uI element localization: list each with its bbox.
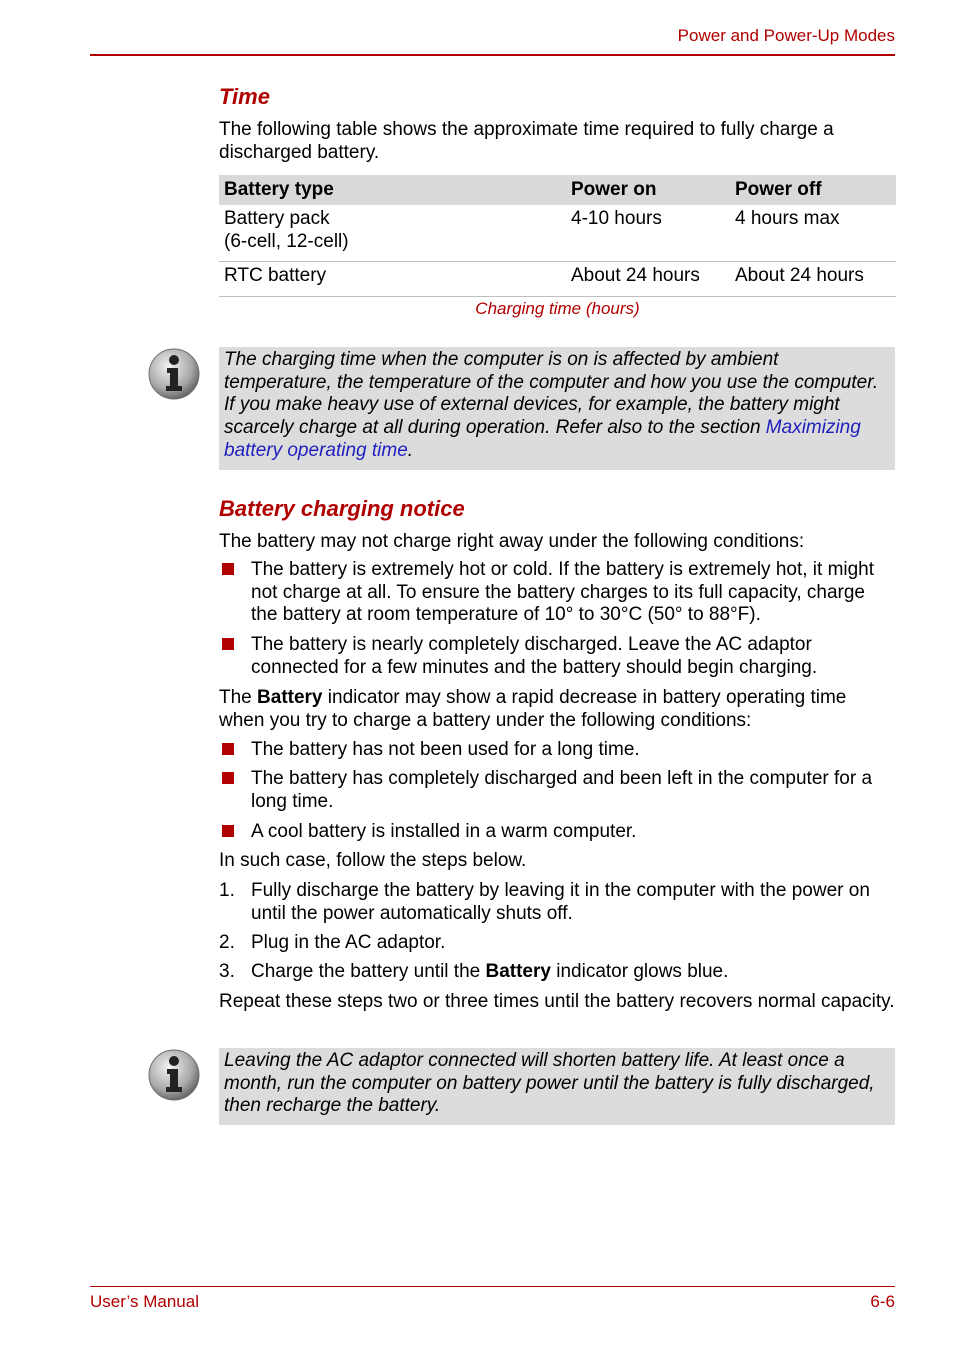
info-icon: [147, 1048, 201, 1102]
note-text-end: .: [407, 439, 414, 461]
list-item: [219, 634, 895, 679]
bullet-square-icon: [222, 638, 234, 650]
battery-bold: Battery: [257, 687, 323, 708]
table-header-row: [219, 175, 896, 205]
maximizing-battery-link[interactable]: Maximizing battery operating time: [224, 417, 861, 461]
header-rule: [90, 54, 895, 56]
note-text: Leaving the AC adaptor connected will shorten battery life. At least once a month, run the computer on battery power until the battery is fully discharged, then recharge the battery.: [224, 1050, 875, 1117]
para-text: indicator may show a rapid decrease in battery operating time when you try to charge a battery under the following conditions:: [219, 687, 847, 731]
table-cell: 4 hours max: [730, 205, 896, 262]
table-cell: About 24 hours: [566, 262, 730, 297]
list-item: [219, 768, 895, 813]
bullet-square-icon: [222, 563, 234, 575]
list-item: [219, 559, 895, 627]
list-item-text: The battery is extremely hot or cold. If the battery is extremely hot, it might not charge at all. To ensure the battery charges to its full capacity, charge the battery at room temperature of 10° to 30°C (50° to 88°F).: [251, 559, 875, 625]
column-header-battery-type: Battery type: [219, 175, 566, 205]
battery-indicator-paragraph: [219, 687, 895, 732]
step-text-pre: Charge the battery until the: [251, 961, 486, 982]
table-caption: Charging time (hours): [475, 299, 640, 318]
footer-rule: [90, 1286, 895, 1287]
table-cell: RTC battery: [219, 262, 566, 297]
table-cell: [219, 205, 566, 262]
column-header-power-off: Power off: [730, 175, 896, 205]
table-cell: About 24 hours: [730, 262, 896, 297]
page-number: 6-6: [870, 1292, 895, 1311]
cell-text: (6-cell, 12-cell): [224, 230, 349, 252]
column-header-power-on: Power on: [566, 175, 730, 205]
bullet-square-icon: [222, 743, 234, 755]
time-intro: The following table shows the approximate time required to fully charge a discharged battery.: [219, 119, 834, 163]
table-row: [219, 205, 896, 262]
footer-manual-title: User’s Manual: [90, 1292, 199, 1311]
repeat-text: Repeat these steps two or three times until the battery recovers normal capacity.: [219, 991, 895, 1012]
list-item: [219, 821, 895, 844]
step-item: [219, 880, 895, 925]
list-item-text: A cool battery is installed in a warm computer.: [251, 821, 637, 842]
list-item: [219, 739, 895, 762]
step-text-post: indicator glows blue.: [550, 961, 729, 982]
section-heading-time: Time: [219, 84, 270, 109]
info-icon: [147, 347, 201, 401]
step-number: 2.: [219, 932, 235, 953]
notice-intro: The battery may not charge right away under the following conditions:: [219, 531, 805, 552]
steps-intro: [219, 850, 895, 873]
step-item: [219, 961, 895, 984]
steps-intro-text: In such case, follow the steps below.: [219, 850, 527, 871]
cell-text: Battery pack: [224, 208, 330, 229]
note-text: The charging time when the computer is on is affected by ambient temperature, the temperature of the computer and how you use the computer. If you make heavy use of external devices, for example, the battery might scarcely charge at all during operation. Refer also to the section: [224, 349, 879, 439]
list-item-text: The battery is nearly completely discharged. Leave the AC adaptor connected for a few minutes and the battery should begin charging.: [251, 634, 818, 678]
step-number: 1.: [219, 880, 235, 901]
note-box-charging-time: [219, 347, 895, 470]
page-footer: [90, 1292, 895, 1312]
time-section: [219, 84, 895, 164]
step-text: Plug in the AC adaptor.: [251, 932, 446, 953]
step-text: [251, 961, 895, 984]
note-box-ac-adaptor: [219, 1048, 895, 1125]
repeat-paragraph: [219, 991, 895, 1014]
para-text: The: [219, 687, 258, 708]
bullet-square-icon: [222, 772, 234, 784]
step-item: [219, 932, 895, 955]
battery-bold: Battery: [485, 961, 551, 982]
step-number: 3.: [219, 961, 235, 982]
step-text: Fully discharge the battery by leaving it in the computer with the power on until the power automatically shuts off.: [251, 880, 870, 924]
bullet-square-icon: [222, 825, 234, 837]
table-row: [219, 262, 896, 297]
list-item-text: The battery has completely discharged and been left in the computer for a long time.: [251, 768, 873, 812]
table-cell: 4-10 hours: [566, 205, 730, 262]
section-heading-notice: Battery charging notice: [219, 496, 465, 521]
page-header-title: Power and Power-Up Modes: [677, 26, 895, 45]
list-item-text: The battery has not been used for a long time.: [251, 739, 640, 760]
notice-section: [219, 496, 895, 554]
charging-time-table: [219, 175, 896, 297]
